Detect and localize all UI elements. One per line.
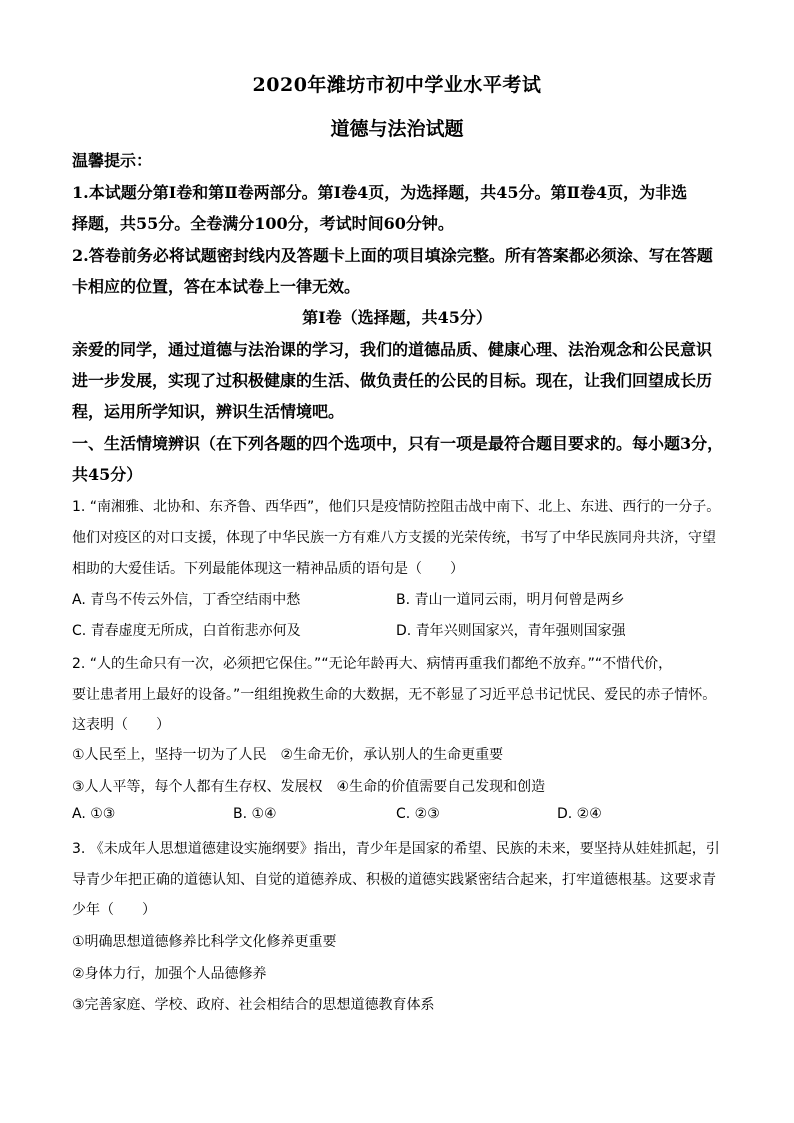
exam-title: 2020年潍坊市初中学业水平考试 bbox=[252, 74, 542, 96]
question-2-stem: 这表明（ ） bbox=[72, 717, 170, 733]
question-2-stem: 要让患者用上最好的设备。”一组组挽救生命的大数据，无不彰显了习近平总书记忧民、爱民的赤子情怀。 bbox=[72, 687, 717, 703]
section-title: 第Ⅰ卷（选择题，共45分） bbox=[302, 308, 492, 327]
question-2-stem: 2. “人的生命只有一次，必须把它保住。”“无论年龄再大、病情再重我们都绝不放弃。”“不惜代价， bbox=[72, 656, 673, 672]
question-1-option-a: A. 青鸟不传云外信，丁香空结雨中愁 bbox=[72, 592, 301, 608]
question-3-statement: ③完善家庭、学校、政府、社会相结合的思想道德教育体系 bbox=[72, 997, 435, 1013]
section-intro-line: 亲爱的同学，通过道德与法治课的学习，我们的道德品质、健康心理、法治观念和公民意识 bbox=[72, 340, 713, 359]
question-3-statement: ①明确思想道德修养比科学文化修养更重要 bbox=[72, 934, 337, 950]
part-heading-line: 共45分） bbox=[72, 465, 143, 484]
question-1-option-c: C. 青春虚度无所成，白首衔悲亦何及 bbox=[72, 623, 301, 639]
exam-subtitle: 道德与法治试题 bbox=[330, 118, 464, 140]
question-1-stem: 1. “南湘雅、北协和、东齐鲁、西华西”，他们只是疫情防控阻击战中南下、北上、东进、西行的一分子。 bbox=[72, 499, 721, 515]
question-2-option-a: A. ①③ bbox=[72, 806, 116, 822]
notice-heading: 温馨提示： bbox=[72, 151, 153, 170]
question-2-statement: ①人民至上，坚持一切为了人民 ②生命无价，承认别人的生命更重要 bbox=[72, 747, 504, 763]
question-2-option-b: B. ①④ bbox=[233, 806, 277, 822]
section-intro-line: 程，运用所学知识，辨识生活情境吧。 bbox=[72, 402, 345, 421]
question-1-option-d: D. 青年兴则国家兴，青年强则国家强 bbox=[396, 623, 626, 639]
question-1-stem: 相助的大爱佳话。下列最能体现这一精神品质的语句是（ ） bbox=[72, 561, 464, 577]
part-heading-line: 一、生活情境辨识（在下列各题的四个选项中，只有一项是最符合题目要求的。每小题3分， bbox=[72, 434, 724, 453]
question-2-statement: ③人人平等，每个人都有生存权、发展权 ④生命的价值需要自己发现和创造 bbox=[72, 779, 546, 795]
section-intro-line: 进一步发展，实现了过积极健康的生活、做负责任的公民的目标。现在，让我们回望成长历 bbox=[72, 371, 713, 390]
notice-line: 2.答卷前务必将试题密封线内及答题卡上面的项目填涂完整。所有答案都必须涂、写在答题 bbox=[72, 246, 713, 265]
notice-line: 1.本试题分第Ⅰ卷和第Ⅱ卷两部分。第Ⅰ卷4页，为选择题，共45分。第Ⅱ卷4页，为非选 bbox=[72, 183, 688, 202]
question-2-option-d: D. ②④ bbox=[557, 806, 602, 822]
question-1-option-b: B. 青山一道同云雨，明月何曾是两乡 bbox=[396, 592, 625, 608]
question-1-stem: 他们对疫区的对口支援，体现了中华民族一方有难八方支援的光荣传统，书写了中华民族同舟共济，守望 bbox=[72, 530, 716, 546]
notice-line: 择题，共55分。全卷满分100分，考试时间60分钟。 bbox=[72, 214, 454, 233]
question-2-option-c: C. ②③ bbox=[396, 806, 440, 822]
notice-line: 卡相应的位置，答在本试卷上一律无效。 bbox=[72, 277, 361, 296]
question-3-stem: 导青少年把正确的道德认知、自觉的道德养成、积极的道德实践紧密结合起来，打牢道德根基。这要求青 bbox=[72, 872, 716, 888]
question-3-stem: 3. 《未成年人思想道德建设实施纲要》指出，青少年是国家的希望、民族的未来，要坚持从娃娃抓起，引 bbox=[72, 841, 720, 857]
question-3-statement: ②身体力行，加强个人品德修养 bbox=[72, 966, 267, 982]
question-3-stem: 少年（ ） bbox=[72, 902, 156, 918]
